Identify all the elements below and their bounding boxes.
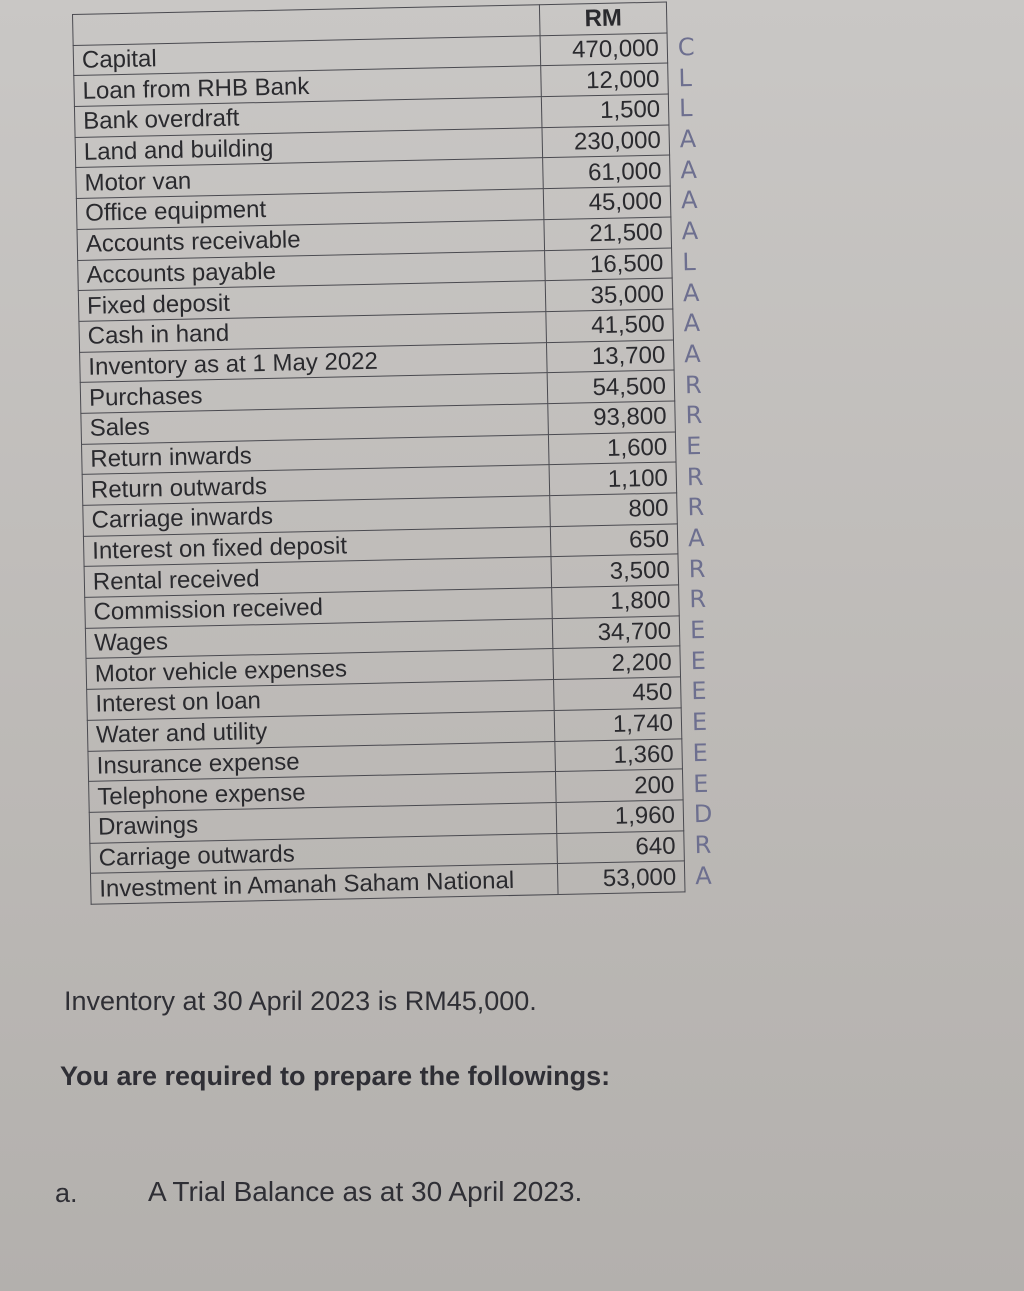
account-amount: 450 [554,677,682,710]
account-amount: 470,000 [540,33,668,66]
account-name: Interest on loan [87,680,555,720]
requirement-heading: You are required to prepare the followings: [60,1061,611,1091]
account-amount: 650 [550,524,678,557]
handwritten-mark: R [685,401,703,430]
account-amount: 21,500 [544,217,672,250]
account-name: Motor van [76,158,544,198]
handwritten-mark: E [691,708,708,737]
account-name: Telephone expense [89,772,557,812]
account-amount: 1,740 [554,708,682,741]
account-amount: 93,800 [548,401,676,434]
handwritten-mark: A [680,155,698,185]
handwritten-mark: L [678,63,693,93]
question-letter: a. [55,1178,78,1208]
account-amount: 230,000 [542,125,670,158]
inventory-note: Inventory at 30 April 2023 is RM45,000. [64,986,537,1016]
handwritten-mark: A [681,217,699,246]
account-name: Cash in hand [79,312,547,352]
account-amount: 1,100 [549,462,677,495]
account-amount: 53,000 [557,861,685,894]
handwritten-mark: A [680,186,698,215]
handwritten-mark: D [693,799,713,829]
header-mark-cell [666,1,718,33]
account-name: Office equipment [76,189,544,229]
handwritten-mark: E [692,738,709,768]
account-name: Return outwards [82,465,550,505]
handwritten-mark: E [689,615,706,645]
handwritten-mark: E [685,431,702,461]
account-amount: 54,500 [547,370,675,403]
account-name: Sales [81,404,549,444]
account-amount: 1,360 [555,738,683,771]
account-name: Land and building [75,127,543,167]
account-name: Carriage outwards [90,833,558,873]
trial-balance-table [72,0,737,904]
account-name: Accounts payable [78,250,546,290]
account-amount: 35,000 [545,278,673,311]
account-name: Investment in Amanah Saham National [91,864,559,904]
account-name: Loan from RHB Bank [74,66,542,106]
account-amount: 13,700 [546,340,674,373]
account-name: Purchases [80,373,548,413]
account-name: Commission received [85,588,553,628]
account-amount: 1,800 [552,585,680,618]
handwritten-mark: L [678,94,693,123]
handwritten-mark: A [679,125,697,154]
account-amount: 1,500 [541,94,669,127]
handwritten-mark: C [677,33,695,62]
account-name: Inventory as at 1 May 2022 [80,342,548,382]
handwritten-mark: R [687,493,705,522]
account-amount: 34,700 [552,616,680,649]
account-name: Rental received [84,557,552,597]
account-name: Water and utility [87,710,555,750]
account-name: Accounts receivable [77,219,545,259]
account-name: Return inwards [82,434,550,474]
account-name: Carriage inwards [83,496,551,536]
account-amount: 16,500 [545,247,673,280]
handwritten-mark: E [692,769,709,798]
account-amount: 41,500 [546,309,674,342]
handwritten-mark: E [691,677,707,706]
handwritten-mark: A [694,861,712,890]
handwritten-mark: A [687,523,705,553]
handwritten-mark: L [682,247,696,277]
account-name: Capital [73,35,541,75]
account-amount: 61,000 [543,155,671,188]
handwritten-mark: A [682,278,700,307]
handwritten-mark: R [684,370,702,399]
account-amount: 1,600 [548,432,676,465]
account-amount: 12,000 [541,63,669,96]
account-name: Insurance expense [88,741,556,781]
handwritten-mark: R [686,462,704,491]
account-name: Bank overdraft [74,97,542,137]
currency-header: RM [539,2,667,35]
handwritten-mark: A [683,309,701,338]
account-amount: 640 [557,830,685,863]
question-text: A Trial Balance as at 30 April 2023. [148,1176,583,1207]
table-body [73,1,736,904]
account-name: Interest on fixed deposit [83,526,551,566]
account-amount: 200 [555,769,683,802]
account-amount: 1,960 [556,800,684,833]
account-amount: 2,200 [553,646,681,679]
handwritten-mark: A [683,339,701,369]
account-name: Drawings [89,802,557,842]
account-name: Motor vehicle expenses [86,649,554,689]
account-name: Wages [85,618,553,658]
handwritten-mark: R [688,554,706,583]
handwritten-mark: R [694,830,712,860]
account-amount: 45,000 [543,186,671,219]
account-name: Fixed deposit [78,281,546,321]
handwritten-mark: E [690,646,707,675]
account-amount: 800 [550,493,678,526]
account-amount: 3,500 [551,554,679,587]
handwritten-mark: R [689,585,707,614]
